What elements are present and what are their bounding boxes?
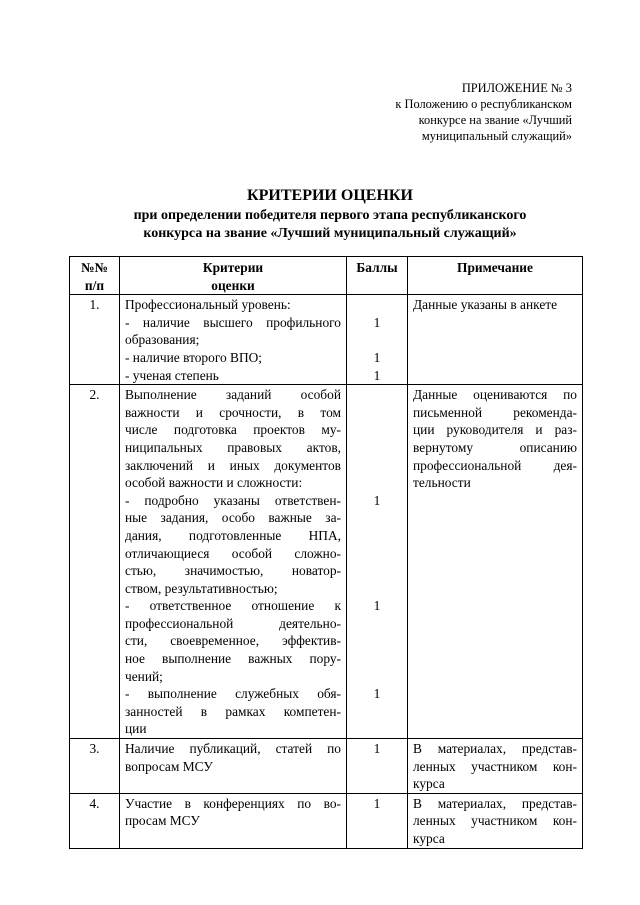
header-num bbox=[70, 257, 120, 295]
note-line: В материалах, представ- bbox=[413, 741, 577, 757]
table-header-row bbox=[70, 257, 583, 295]
criteria-line: заключений и иных документов bbox=[125, 457, 341, 473]
criteria-line: - ученая степень bbox=[125, 367, 219, 383]
criteria-line: занностей в рамках компетен- bbox=[125, 703, 341, 719]
appendix-header bbox=[322, 80, 572, 144]
criteria-table bbox=[69, 256, 583, 849]
score-value: 1 bbox=[373, 314, 381, 330]
criteria-line: стью, значимостью, новатор- bbox=[125, 563, 341, 579]
score-value: 1 bbox=[373, 492, 381, 508]
criteria-line: отличающиеся особой сложно- bbox=[125, 545, 341, 561]
row-number: 2. bbox=[70, 385, 120, 739]
criteria-line: ные задания, особо важные за- bbox=[125, 510, 341, 526]
row-note bbox=[408, 295, 583, 385]
table-row bbox=[70, 385, 583, 739]
score-value: 1 bbox=[373, 686, 381, 702]
criteria-line: сти, своевременное, эффектив- bbox=[125, 633, 341, 649]
header-criteria bbox=[120, 257, 347, 295]
criteria-line: профессиональной деятельно- bbox=[125, 615, 341, 631]
criteria-line: Профессиональный уровень: bbox=[125, 297, 291, 313]
criteria-line: Участие в конференциях по во- bbox=[125, 795, 341, 811]
note-line: В материалах, представ- bbox=[413, 795, 577, 811]
table-row bbox=[70, 793, 583, 848]
criteria-line: чений; bbox=[125, 668, 163, 684]
note-line: тельности bbox=[413, 475, 471, 491]
note-line: Данные указаны в анкете bbox=[413, 297, 558, 313]
appendix-line: конкурсе на звание «Лучший bbox=[418, 113, 572, 127]
document-title: КРИТЕРИИ ОЦЕНКИ bbox=[247, 187, 413, 204]
header-criteria-line: Критерии bbox=[202, 260, 264, 275]
criteria-line: - наличие второго ВПО; bbox=[125, 349, 263, 365]
criteria-line: ное выполнение важных пору- bbox=[125, 651, 341, 667]
row-note bbox=[408, 793, 583, 848]
note-line: вернутому описанию bbox=[413, 439, 577, 455]
note-line: курса bbox=[413, 831, 445, 846]
criteria-line: просам МСУ bbox=[125, 813, 200, 829]
score-value: 1 bbox=[373, 367, 381, 383]
criteria-line: ции bbox=[125, 721, 147, 737]
criteria-line: - ответственное отношение к bbox=[125, 598, 341, 614]
criteria-line: - наличие высшего профильного bbox=[125, 314, 341, 330]
row-criteria bbox=[120, 739, 347, 794]
row-criteria bbox=[120, 385, 347, 739]
document-heading bbox=[70, 187, 590, 243]
row-score bbox=[347, 385, 408, 739]
appendix-line: муниципальный служащий» bbox=[421, 129, 572, 143]
note-line: Данные оцениваются по bbox=[413, 387, 577, 403]
score-value: 1 bbox=[373, 795, 381, 811]
document-subtitle-line: конкурса на звание «Лучший муниципальный служащий» bbox=[143, 226, 517, 241]
criteria-line: вопросам МСУ bbox=[125, 758, 213, 774]
note-line: письменной рекоменда- bbox=[413, 404, 577, 420]
note-line: ции руководителя и раз- bbox=[413, 422, 577, 438]
row-criteria bbox=[120, 295, 347, 385]
header-note: Примечание bbox=[408, 257, 583, 295]
score-value: 1 bbox=[373, 741, 381, 757]
row-note bbox=[408, 739, 583, 794]
criteria-line: важности и срочности, в том bbox=[125, 404, 341, 420]
row-criteria bbox=[120, 793, 347, 848]
row-score bbox=[347, 295, 408, 385]
table-row bbox=[70, 739, 583, 794]
criteria-line: дания, подготовленные НПА, bbox=[125, 527, 341, 543]
note-line: ленных участником кон- bbox=[413, 758, 577, 774]
row-score bbox=[347, 793, 408, 848]
row-number: 3. bbox=[70, 739, 120, 794]
criteria-line: ниципальных правовых актов, bbox=[125, 439, 341, 455]
criteria-line: Выполнение заданий особой bbox=[125, 387, 341, 403]
header-score: Баллы bbox=[347, 257, 408, 295]
row-note bbox=[408, 385, 583, 739]
criteria-line: числе подготовка проектов му- bbox=[125, 422, 341, 438]
note-line: профессиональной дея- bbox=[413, 457, 577, 473]
row-number: 1. bbox=[70, 295, 120, 385]
table-row bbox=[70, 295, 583, 385]
appendix-line: ПРИЛОЖЕНИЕ № 3 bbox=[461, 81, 572, 95]
row-number: 4. bbox=[70, 793, 120, 848]
note-line: курса bbox=[413, 776, 445, 792]
appendix-line: к Положению о республиканском bbox=[395, 97, 572, 111]
header-criteria-line: оценки bbox=[211, 277, 255, 293]
score-value: 1 bbox=[373, 598, 381, 614]
criteria-line: ством, результативностью; bbox=[125, 580, 278, 596]
criteria-line: - выполнение служебных обя- bbox=[125, 686, 341, 702]
criteria-line: образования; bbox=[125, 332, 200, 348]
header-num-line: п/п bbox=[84, 277, 105, 293]
note-line: ленных участником кон- bbox=[413, 813, 577, 829]
criteria-line: особой важности и сложности: bbox=[125, 475, 303, 491]
criteria-line: - подробно указаны ответствен- bbox=[125, 492, 341, 508]
document-subtitle-line: при определении победителя первого этапа республиканского bbox=[133, 208, 527, 223]
criteria-line: Наличие публикаций, статей по bbox=[125, 741, 341, 757]
row-score bbox=[347, 739, 408, 794]
header-num-line: №№ bbox=[81, 260, 108, 275]
score-value: 1 bbox=[373, 349, 381, 365]
